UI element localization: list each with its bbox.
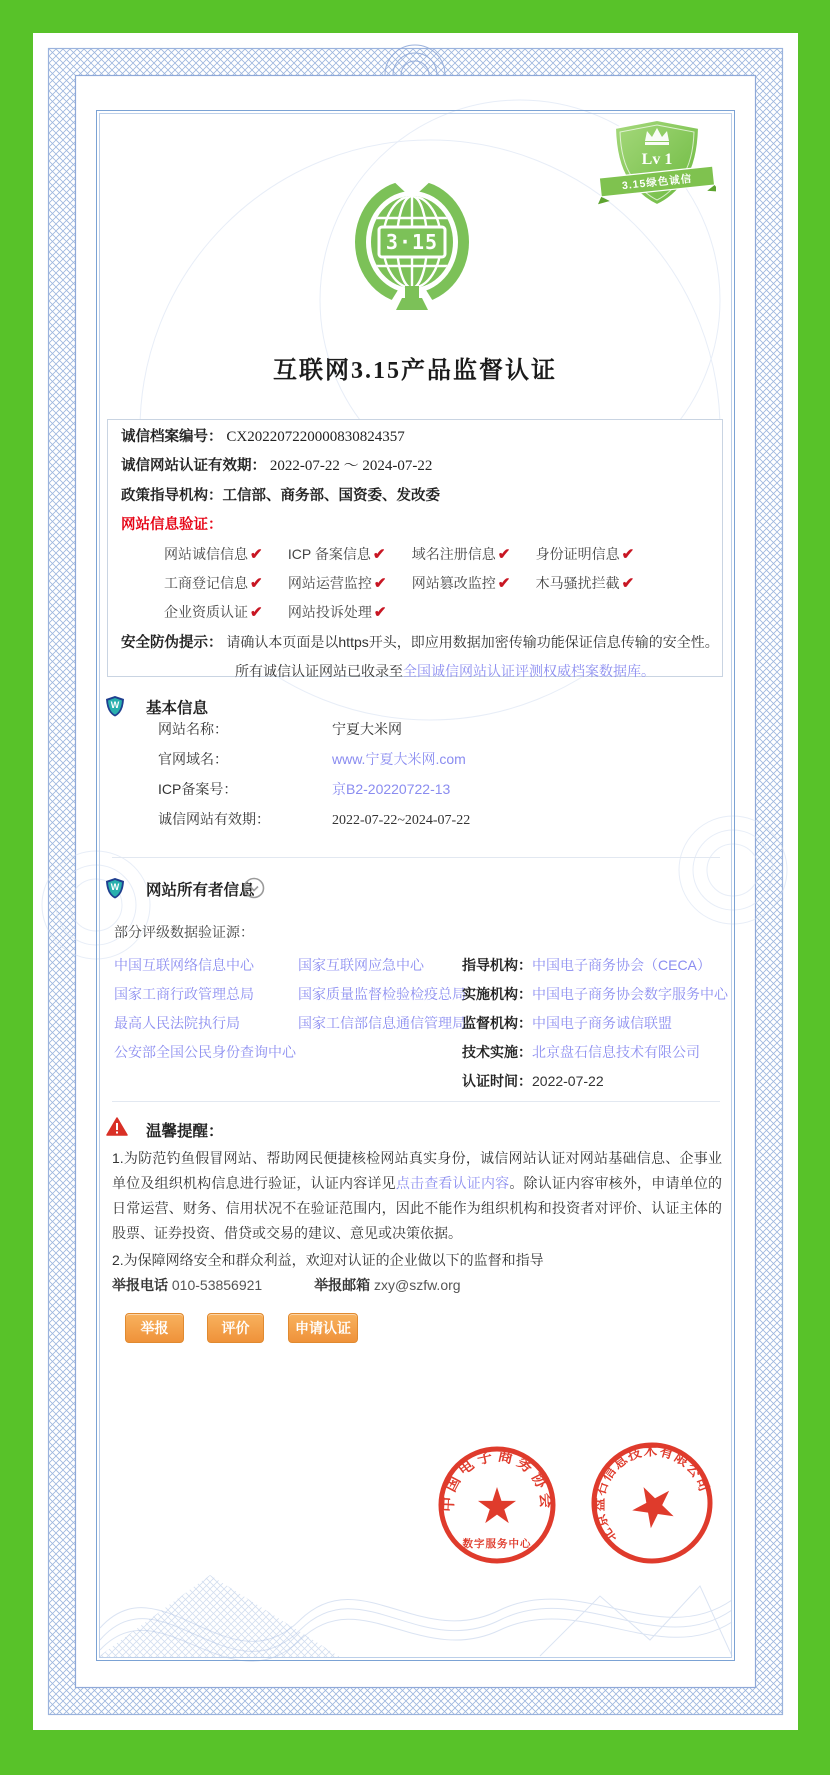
basic-info-title: 基本信息 — [146, 700, 209, 717]
verify-item: ICP 备案信息 ✔ — [287, 545, 386, 563]
reminder-p1-before: 1.为防范钓鱼假冒网站、帮助网民便捷核检网站真实身份，诚信网站认证对网站基础信息、企事业单位及组织机构信息进行验证，认证内容详见 — [112, 1150, 722, 1191]
check-icon: ✔ — [373, 575, 387, 593]
check-icon: ✔ — [497, 575, 511, 593]
source-link[interactable]: 最高人民法院执行局 — [114, 1015, 240, 1031]
valid-period-label: 诚信网站有效期： — [158, 811, 270, 827]
logo-315-text: 3·15 — [385, 230, 439, 254]
chevron-down-icon[interactable] — [243, 877, 265, 899]
report-phone-value: 010-53856921 — [171, 1277, 263, 1293]
verify-item: 域名注册信息 ✔ — [411, 545, 511, 563]
verify-item: 企业资质认证 ✔ — [164, 604, 263, 622]
shield-w-icon — [105, 877, 125, 899]
verify-row-1 — [164, 540, 722, 569]
sources-label: 部分评级数据验证源： — [114, 924, 254, 940]
agency-row — [462, 1013, 672, 1033]
policy-label: 政策指导机构： — [121, 487, 223, 504]
archive-no-value: CX202207220000830824357 — [226, 429, 405, 445]
icp-link[interactable]: 京B2-20220722-13 — [332, 781, 451, 797]
agency-label: 指导机构： — [462, 957, 532, 973]
icp-row — [158, 779, 450, 799]
stamp-ceca — [435, 1443, 559, 1567]
level-badge — [598, 116, 716, 212]
archive-database-link[interactable]: 全国诚信网站认证评测权威档案数据库。 — [403, 663, 655, 680]
source-link[interactable]: 中国互联网络信息中心 — [114, 957, 254, 973]
security-row — [121, 628, 722, 657]
domain-link[interactable]: www.宁夏大米网.com — [332, 751, 466, 767]
archive-no-row — [121, 422, 722, 451]
report-phone-label: 举报电话 — [112, 1277, 168, 1293]
check-icon: ✔ — [250, 545, 263, 563]
view-cert-content-link[interactable]: 点击查看认证内容 — [395, 1175, 510, 1191]
report-email-value: zxy@szfw.org — [373, 1277, 461, 1293]
reminder-title: 温馨提醒： — [146, 1123, 224, 1140]
agency-link[interactable]: 中国电子商务协会（CECA） — [532, 957, 711, 973]
policy-row — [121, 481, 722, 510]
source-link[interactable]: 国家工商行政管理总局 — [114, 986, 254, 1002]
svg-text:W: W — [110, 700, 120, 710]
apply-cert-button[interactable]: 申请认证 — [288, 1313, 358, 1343]
page-title: 互联网3.15产品监督认证 — [273, 358, 557, 384]
agency-link[interactable]: 北京盘石信息技术有限公司 — [532, 1044, 700, 1060]
validity-row — [121, 451, 722, 480]
agency-row — [462, 1042, 700, 1062]
check-icon: ✔ — [621, 545, 635, 563]
agency-label: 实施机构： — [462, 986, 532, 1002]
verify-item: 工商登记信息 ✔ — [164, 575, 263, 593]
check-icon: ✔ — [621, 575, 635, 593]
badge-level-text: Lv 1 — [641, 151, 673, 168]
security-text: 请确认本页面是以https开头，即应用数据加密传输功能保证信息传输的安全性。 — [226, 633, 719, 650]
verify-item: 网站诚信信息 ✔ — [164, 545, 263, 563]
agency-label: 认证时间： — [462, 1073, 532, 1089]
verify-row-3 — [164, 598, 722, 627]
source-link[interactable]: 国家质量监督检验检疫总局 — [298, 986, 466, 1002]
verify-item: 网站运营监控 ✔ — [287, 575, 387, 593]
shield-w-icon — [105, 695, 125, 717]
verify-item: 木马骚扰拦截 ✔ — [535, 575, 635, 593]
agency-row — [462, 955, 711, 975]
source-link[interactable]: 国家工信部信息通信管理局 — [298, 1015, 466, 1031]
stamp-ring-text: 北京盘石信息技术有限公司 — [591, 1443, 713, 1546]
reminder-p1-after: 。除认证内容审核外，申请单位的日常运营、财务、信用状况不在验证范围内，因此不能作为组织机构和投资者对评价、认证主体的股票、证券投资、借贷或交易的建议、意见或决策依据。 — [112, 1175, 723, 1241]
check-icon: ✔ — [372, 545, 386, 563]
site-name-row — [158, 719, 402, 739]
domain-row — [158, 749, 466, 769]
report-email-label: 举报邮箱 — [314, 1277, 371, 1293]
domain-label: 官网域名： — [158, 751, 228, 767]
review-button[interactable]: 评价 — [207, 1313, 264, 1343]
policy-value: 工信部、商务部、国资委、发改委 — [222, 487, 440, 504]
site-name-value: 宁夏大米网 — [332, 723, 402, 738]
source-link[interactable]: 公安部全国公民身份查询中心 — [114, 1044, 296, 1060]
archive-no-label: 诚信档案编号： — [121, 429, 223, 445]
stamp-panshi — [586, 1437, 718, 1569]
section-divider — [112, 857, 720, 858]
verify-item: 身份证明信息 ✔ — [535, 545, 635, 563]
stamp-sub-text: 数字服务中心 — [462, 1538, 532, 1550]
star-icon — [625, 1477, 681, 1532]
icp-label: ICP备案号： — [158, 781, 238, 797]
security-label: 安全防伪提示： — [121, 634, 223, 651]
reminder-paragraph-2: 2.为保障网络安全和群众利益，欢迎对认证的企业做以下的监督和指导 — [112, 1252, 544, 1268]
stamp-ring-text: 中国电子商务协会 — [440, 1448, 554, 1513]
315-logo — [342, 178, 482, 323]
verify-item: 网站投诉处理 ✔ — [287, 604, 387, 622]
star-icon — [478, 1487, 516, 1523]
verify-item: 网站篡改监控 ✔ — [411, 575, 511, 593]
check-icon: ✔ — [497, 545, 511, 563]
agency-link[interactable]: 中国电子商务协会数字服务中心 — [532, 986, 728, 1002]
agency-link[interactable]: 中国电子商务诚信联盟 — [532, 1015, 672, 1031]
cert-date: 2022-07-22 — [532, 1073, 604, 1089]
owner-info-title: 网站所有者信息 — [146, 882, 255, 899]
verify-title: 网站信息验证： — [121, 517, 223, 534]
check-icon: ✔ — [373, 604, 387, 622]
archive-note-row — [235, 657, 722, 685]
validity-value: 2022-07-22 ～ 2024-07-22 — [269, 458, 433, 475]
svg-text:W: W — [110, 882, 120, 892]
cert-info-box — [107, 419, 723, 680]
verify-title-row — [121, 510, 722, 539]
verify-row-2 — [164, 569, 722, 598]
report-button[interactable]: 举报 — [125, 1313, 184, 1343]
warning-icon — [106, 1117, 128, 1137]
badge-ribbon-text: 3.15绿色诚信 — [621, 172, 693, 193]
section-divider — [112, 1101, 720, 1102]
agency-row — [462, 984, 728, 1004]
valid-period-row — [158, 809, 470, 829]
reminder-paragraph-1 — [112, 1146, 722, 1246]
site-name-label: 网站名称： — [158, 721, 228, 737]
agency-label: 技术实施： — [462, 1044, 532, 1060]
archive-note: 所有诚信认证网站已收录至 — [235, 663, 403, 680]
svg-text:北京盘石信息技术有限公司 — [586, 1437, 715, 1547]
validity-label: 诚信网站认证有效期： — [121, 458, 266, 475]
agency-row — [462, 1071, 604, 1091]
check-icon: ✔ — [250, 575, 263, 593]
check-icon: ✔ — [250, 604, 263, 622]
source-link[interactable]: 国家互联网应急中心 — [298, 957, 424, 973]
agency-label: 监督机构： — [462, 1015, 532, 1031]
valid-period-value: 2022-07-22~2024-07-22 — [332, 813, 471, 828]
report-contact-row — [112, 1273, 722, 1298]
